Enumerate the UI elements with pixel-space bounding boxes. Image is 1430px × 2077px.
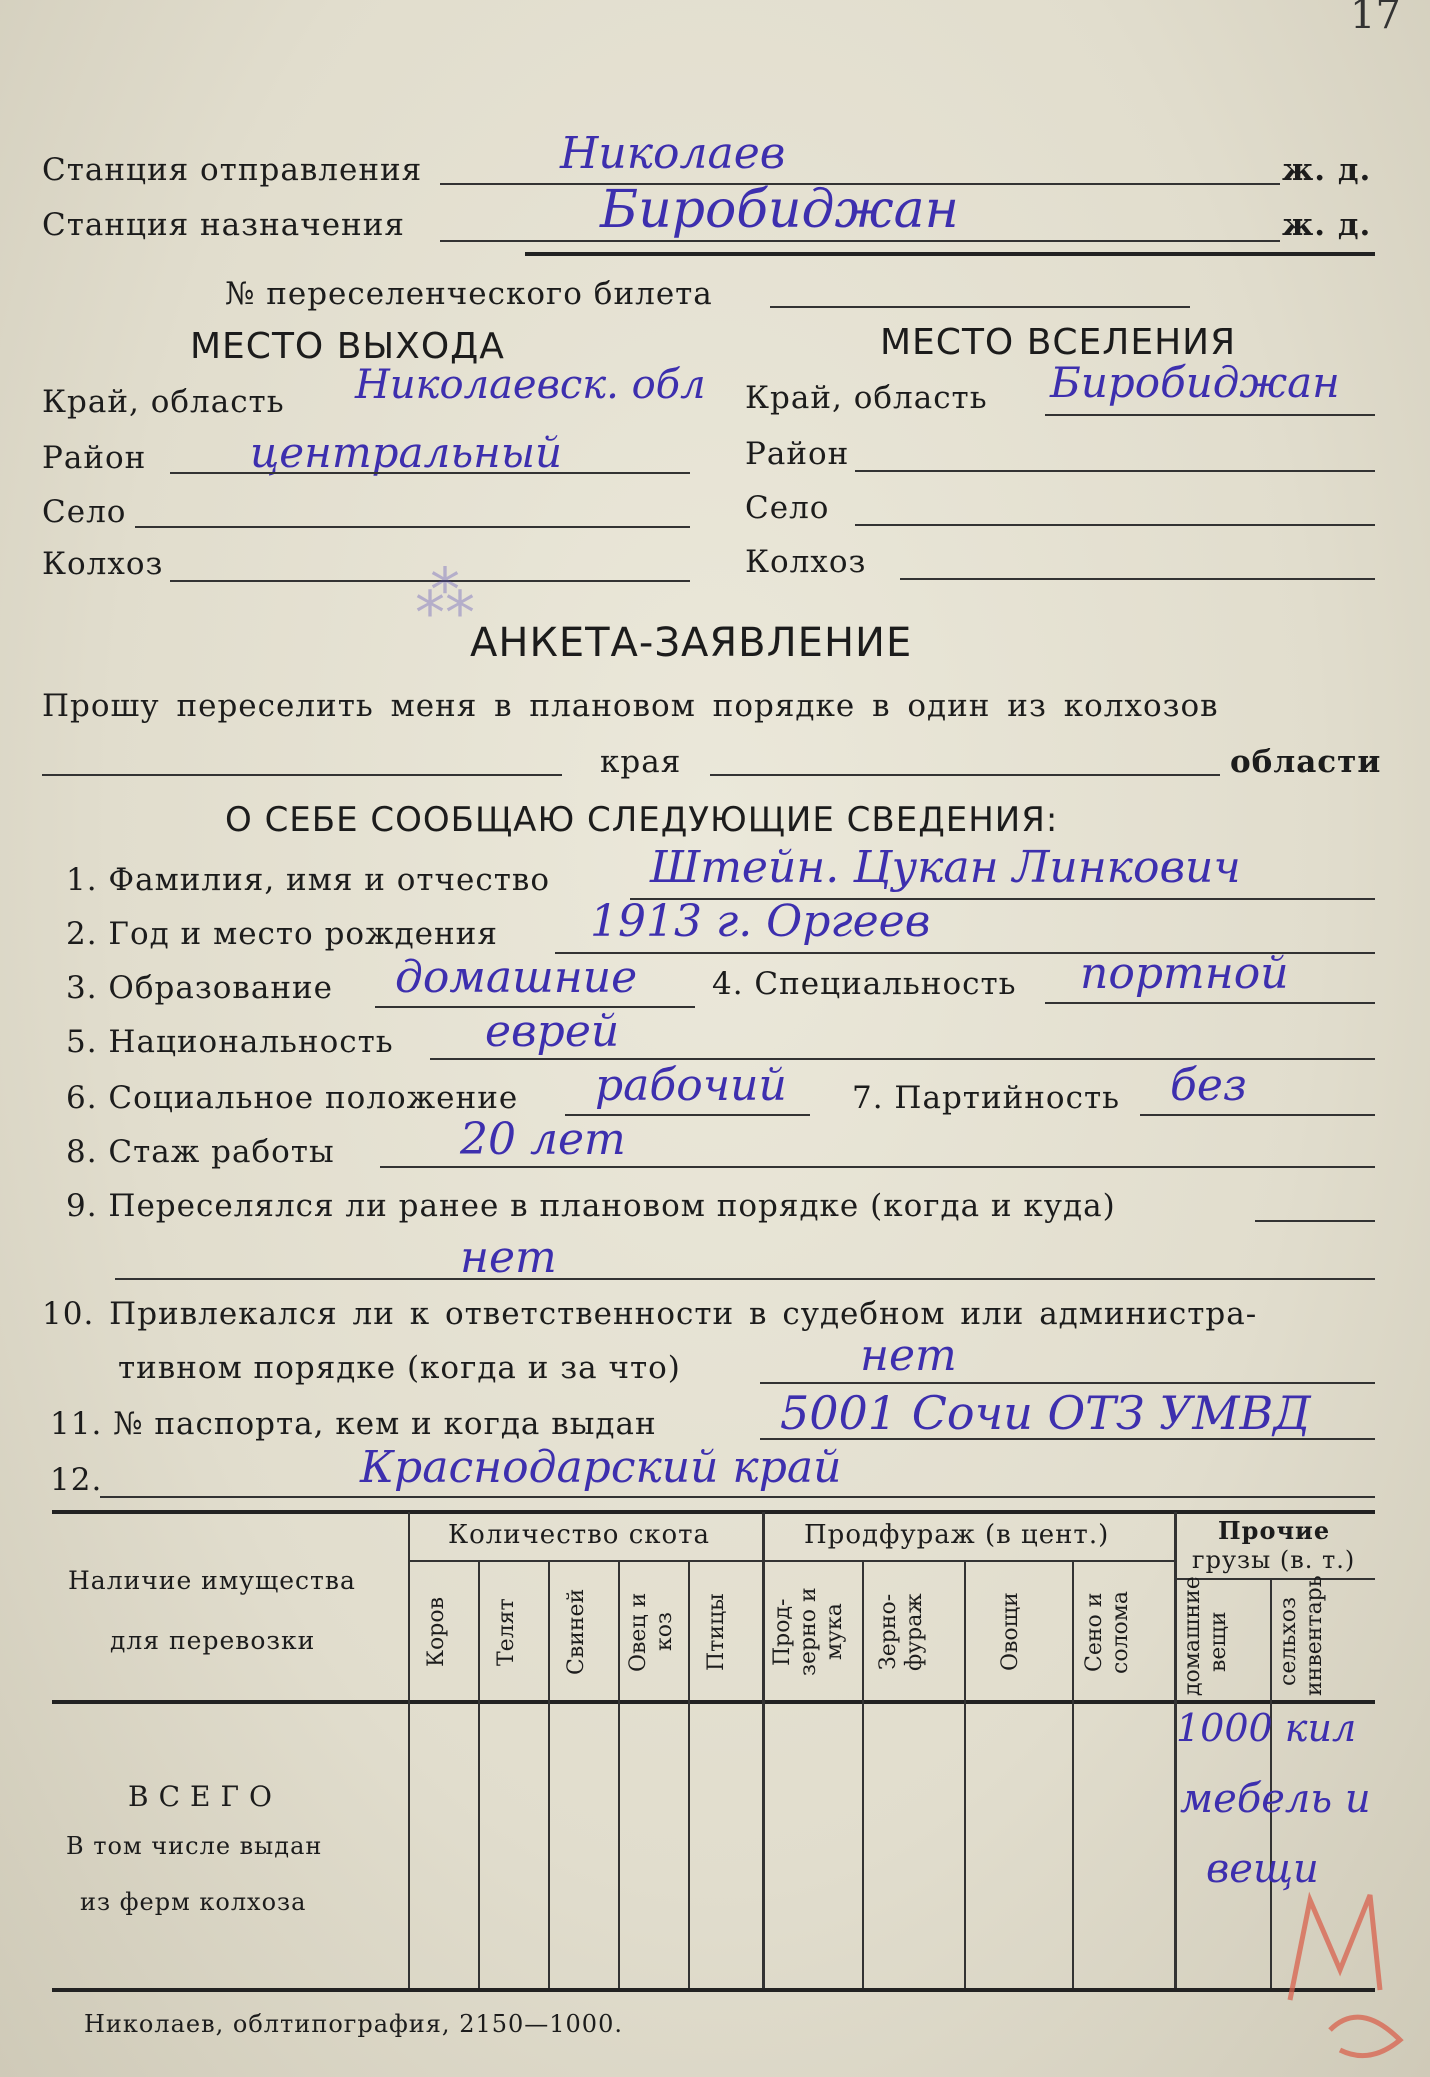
q10-label-line1: 10. Привлекался ли к ответственности в судебном или администра- [42,1296,1258,1332]
table-vline-6 [862,1562,864,1988]
origin-heading: МЕСТО ВЫХОДА [190,326,505,367]
origin-village-line [135,526,690,528]
table-other-group-line [1176,1578,1375,1580]
q8-line [380,1166,1375,1168]
col-grain-fodder: Зерно-фураж [876,1593,927,1671]
q7-value: без [1170,1060,1247,1111]
group-other-line2: грузы (в. т.) [1192,1546,1356,1574]
faint-stamp: ⁂ [410,560,480,630]
col-farm-inventory: сельхоз инвентарь [1276,1575,1327,1696]
red-pencil-mark [1270,1880,1420,2070]
table-vline-1 [478,1562,480,1988]
q6-label: 6. Социальное положение [66,1080,519,1116]
departure-rail-suffix: ж. д. [1282,152,1372,188]
request-oblasti-line [710,774,1220,776]
printer-footer: Николаев, облтипография, 2150—1000. [84,2010,623,2038]
col-vegetables: Овощи [998,1592,1023,1672]
q4-value: портной [1080,948,1289,999]
group-livestock: Количество скота [448,1520,711,1550]
dest-village-label: Село [745,490,830,526]
other-value-line3: вещи [1206,1846,1319,1892]
table-vline-0 [408,1512,410,1988]
col-pigs: Свиней [564,1588,589,1676]
q1-value: Штейн. Цукан Линкович [650,842,1241,893]
form-title: АНКЕТА-ЗАЯВЛЕНИЕ [470,620,913,666]
origin-district-line [170,472,690,474]
destination-value: Биробиджан [600,180,959,240]
table-vline-8 [1072,1562,1074,1988]
col-sheep-goats: Овец и коз [626,1592,677,1672]
page-number: 17 [1350,0,1401,38]
dest-village-line [855,524,1375,526]
q12-line [100,1496,1375,1498]
q4-line [1045,1002,1375,1004]
q11-line [760,1438,1375,1440]
group-fodder: Продфураж (в цент.) [804,1520,1110,1550]
dest-district-label: Район [745,436,850,472]
col-poultry: Птицы [704,1593,729,1671]
dest-region-label: Край, область [745,380,988,416]
origin-kolkhoz-label: Колхоз [42,546,164,582]
dest-region-value: Биробиджан [1050,358,1340,407]
q3-value: домашние [395,952,638,1003]
col-cows: Коров [424,1597,449,1667]
dest-district-line [855,470,1375,472]
q5-label: 5. Национальность [66,1024,394,1060]
q7-label: 7. Партийность [852,1080,1120,1116]
q8-label: 8. Стаж работы [66,1134,335,1170]
col-hay-straw: Сено и солома [1082,1590,1133,1674]
q9-line [115,1278,1375,1280]
group-other-line1: Прочие [1218,1516,1331,1545]
departure-label: Станция отправления [42,152,423,188]
total-label: ВСЕГО [128,1780,282,1813]
row-header-line1: Наличие имущества [68,1566,356,1595]
q4-label: 4. Специальность [712,966,1017,1002]
col-household: домашние вещи [1180,1576,1231,1696]
q1-label: 1. Фамилия, имя и отчество [66,862,551,898]
destination-label: Станция назначения [42,207,405,243]
table-vline-2 [548,1562,550,1988]
origin-region-label: Край, область [42,384,285,420]
incl-line2: из ферм колхоза [80,1888,307,1916]
table-vline-7 [964,1562,966,1988]
origin-district-label: Район [42,440,147,476]
other-value-line1: 1000 кил [1176,1706,1357,1750]
q7-line [1140,1114,1375,1116]
request-kraya-line [42,774,562,776]
table-group-line [410,1560,1174,1562]
q2-label: 2. Год и место рождения [66,916,498,952]
table-vline-3 [618,1562,620,1988]
q5-value: еврей [485,1006,620,1057]
q10-label-line2: тивном порядке (когда и за что) [118,1350,681,1386]
table-vline-5 [762,1512,765,1988]
q9-line-end [1255,1220,1375,1222]
origin-village-label: Село [42,494,127,530]
q2-value: 1913 г. Оргеев [590,896,931,947]
q11-value: 5001 Сочи ОТЗ УМВД [780,1386,1311,1440]
incl-line1: В том числе выдан [66,1832,323,1860]
dest-region-line [1045,414,1375,416]
dest-kolkhoz-line [900,578,1375,580]
request-kraya: края [600,744,682,780]
origin-district-value: центральный [250,428,563,477]
settlement-heading: МЕСТО ВСЕЛЕНИЯ [880,322,1237,363]
section-heading: О СЕБЕ СООБЩАЮ СЛЕДУЮЩИЕ СВЕДЕНИЯ: [225,800,1059,840]
origin-region-value: Николаевск. обл [355,362,706,408]
request-oblasti: области [1230,744,1382,780]
header-divider [525,252,1375,256]
request-line1: Прошу переселить меня в плановом порядке в один из колхозов [42,688,1219,724]
q12-value: Краснодарский край [360,1442,842,1493]
q9-label: 9. Переселялся ли ранее в плановом порядке (когда и куда) [66,1188,1116,1224]
q9-value: нет [460,1232,557,1283]
q10-value: нет [860,1330,957,1381]
q6-value: рабочий [595,1060,787,1111]
row-header-line2: для перевозки [110,1626,316,1655]
col-grain-flour: Прод-зерно и мука [770,1587,847,1677]
destination-rail-suffix: ж. д. [1282,207,1372,243]
table-vline-4 [688,1562,690,1988]
col-calves: Телят [494,1598,519,1666]
q12-label: 12. [50,1462,103,1498]
q3-label: 3. Образование [66,970,334,1006]
ticket-line [770,306,1190,308]
destination-line [440,240,1280,242]
q8-value: 20 лет [460,1114,626,1165]
dest-kolkhoz-label: Колхоз [745,544,867,580]
q11-label: 11. № паспорта, кем и когда выдан [50,1406,657,1442]
q10-line [760,1382,1375,1384]
other-value-line2: мебель и [1180,1776,1371,1822]
table-vline-9 [1174,1512,1177,1988]
table-bottom-border [52,1988,1375,1992]
departure-value: Николаев [560,128,786,179]
ticket-label: № переселенческого билета [225,276,713,312]
